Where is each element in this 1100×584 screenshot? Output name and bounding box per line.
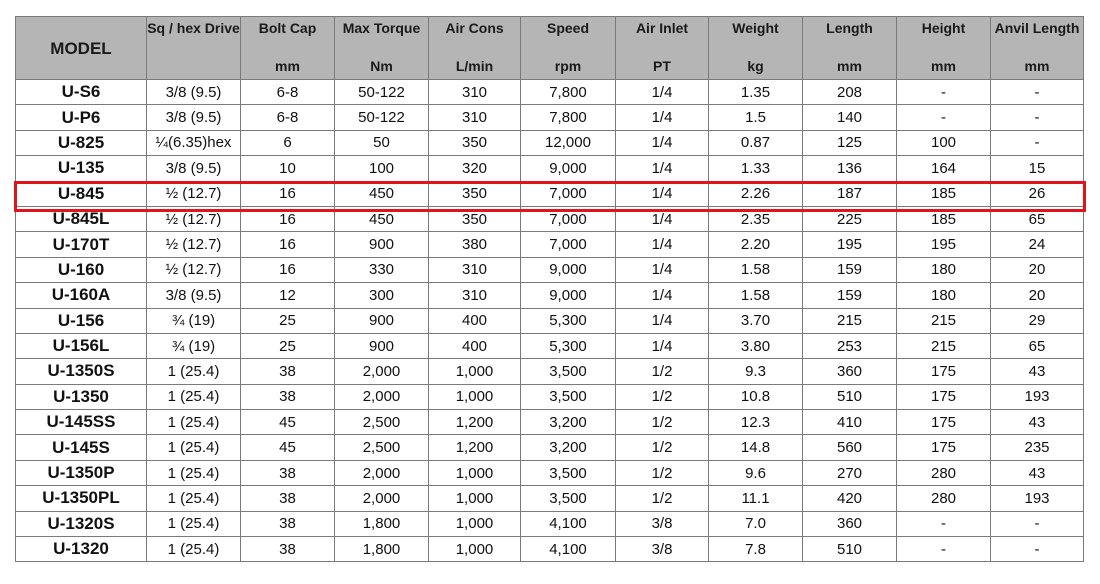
table-cell: 1,000	[429, 460, 521, 485]
model-cell: U-1320S	[16, 511, 147, 536]
table-cell: 2,500	[335, 410, 429, 435]
table-cell: 12	[241, 283, 335, 308]
table-cell: 208	[803, 80, 897, 105]
table-cell: 5,300	[521, 333, 616, 358]
table-cell: 280	[897, 486, 991, 511]
table-cell: 1,800	[335, 537, 429, 562]
model-cell: U-825	[16, 130, 147, 155]
table-cell: 1/2	[616, 435, 709, 460]
header-label: Bolt Cap	[258, 20, 317, 36]
header-unit: Nm	[370, 58, 393, 74]
table-cell: 38	[241, 537, 335, 562]
table-cell: 3/8 (9.5)	[147, 80, 241, 105]
table-cell: 29	[991, 308, 1084, 333]
header-unit: mm	[837, 58, 862, 74]
table-cell: 11.1	[709, 486, 803, 511]
table-row	[16, 333, 1084, 358]
table-cell: 1 (25.4)	[147, 359, 241, 384]
table-cell: 330	[335, 257, 429, 282]
table-cell: 1,000	[429, 511, 521, 536]
table-cell: 43	[991, 359, 1084, 384]
table-cell: 1.58	[709, 257, 803, 282]
table-cell: 310	[429, 80, 521, 105]
table-cell: ½ (12.7)	[147, 257, 241, 282]
table-cell: 16	[241, 206, 335, 231]
table-cell: 1 (25.4)	[147, 460, 241, 485]
table-cell: 16	[241, 257, 335, 282]
table-cell: 3/8 (9.5)	[147, 283, 241, 308]
model-cell: U-156	[16, 308, 147, 333]
table-cell: 400	[429, 308, 521, 333]
table-row	[16, 232, 1084, 257]
table-cell: 1.58	[709, 283, 803, 308]
table-cell: 3/8	[616, 511, 709, 536]
table-cell: ¾ (19)	[147, 308, 241, 333]
table-cell: 195	[803, 232, 897, 257]
table-cell: 2,000	[335, 359, 429, 384]
table-cell: 4,100	[521, 511, 616, 536]
table-cell: 2.20	[709, 232, 803, 257]
table-cell: -	[991, 80, 1084, 105]
table-cell: 1/4	[616, 333, 709, 358]
table-cell: 1,200	[429, 435, 521, 460]
table-cell: 16	[241, 232, 335, 257]
table-cell: 100	[897, 130, 991, 155]
header-label: Speed	[546, 20, 589, 36]
table-cell: 1/4	[616, 156, 709, 181]
table-cell: 43	[991, 410, 1084, 435]
table-cell: 2,000	[335, 384, 429, 409]
table-cell: 185	[897, 206, 991, 231]
table-cell: 26	[991, 181, 1084, 206]
table-row	[16, 105, 1084, 130]
table-cell: 3,500	[521, 359, 616, 384]
table-cell: 1,200	[429, 410, 521, 435]
table-cell: 9.3	[709, 359, 803, 384]
table-cell: 1/2	[616, 486, 709, 511]
table-cell: 195	[897, 232, 991, 257]
column-header	[147, 17, 241, 80]
table-cell: 560	[803, 435, 897, 460]
table-row	[16, 80, 1084, 105]
column-header	[521, 17, 616, 80]
table-cell: 14.8	[709, 435, 803, 460]
table-header	[16, 17, 1084, 80]
table-row	[16, 410, 1084, 435]
model-cell: U-1350P	[16, 460, 147, 485]
table-cell: 7,800	[521, 80, 616, 105]
table-cell: 1.5	[709, 105, 803, 130]
table-cell: 1,000	[429, 486, 521, 511]
table-row	[16, 308, 1084, 333]
column-header-model: MODEL	[16, 17, 147, 80]
table-cell: 3,200	[521, 410, 616, 435]
model-cell: U-845	[16, 181, 147, 206]
table-body	[16, 80, 1084, 562]
header-label: Length	[826, 20, 873, 36]
table-cell: 1/4	[616, 308, 709, 333]
table-cell: 38	[241, 511, 335, 536]
table-cell: 410	[803, 410, 897, 435]
table-cell: 175	[897, 435, 991, 460]
table-cell: 159	[803, 257, 897, 282]
table-cell: 1/4	[616, 283, 709, 308]
table-cell: 7,000	[521, 232, 616, 257]
table-cell: 3.70	[709, 308, 803, 333]
table-cell: 45	[241, 410, 335, 435]
column-header	[897, 17, 991, 80]
table-cell: 1,000	[429, 537, 521, 562]
table-row	[16, 283, 1084, 308]
column-header	[429, 17, 521, 80]
table-cell: 164	[897, 156, 991, 181]
table-cell: 1.33	[709, 156, 803, 181]
table-row	[16, 384, 1084, 409]
table-cell: 9.6	[709, 460, 803, 485]
table-cell: 3/8 (9.5)	[147, 105, 241, 130]
table-cell: ½ (12.7)	[147, 206, 241, 231]
table-cell: 6	[241, 130, 335, 155]
table-cell: 1/2	[616, 460, 709, 485]
model-cell: U-845L	[16, 206, 147, 231]
table-row	[16, 460, 1084, 485]
header-label: Sq / hex Drive	[147, 20, 240, 36]
header-label: Anvil Length	[994, 20, 1080, 36]
table-cell: 420	[803, 486, 897, 511]
table-cell: 1/2	[616, 384, 709, 409]
table-cell: 1/4	[616, 80, 709, 105]
model-cell: U-1350PL	[16, 486, 147, 511]
model-cell: U-1350S	[16, 359, 147, 384]
table-cell: 1 (25.4)	[147, 486, 241, 511]
spec-table	[15, 16, 1084, 562]
table-cell: 2.26	[709, 181, 803, 206]
table-cell: -	[897, 511, 991, 536]
table-cell: 253	[803, 333, 897, 358]
table-cell: 3,500	[521, 384, 616, 409]
table-cell: 6-8	[241, 80, 335, 105]
model-cell: U-160A	[16, 283, 147, 308]
table-cell: 450	[335, 181, 429, 206]
column-header	[616, 17, 709, 80]
table-cell: 25	[241, 333, 335, 358]
table-cell: 320	[429, 156, 521, 181]
table-row-highlighted	[16, 181, 1084, 206]
table-cell: 310	[429, 257, 521, 282]
table-cell: 193	[991, 384, 1084, 409]
table-cell: 350	[429, 130, 521, 155]
table-row	[16, 435, 1084, 460]
table-cell: 2,500	[335, 435, 429, 460]
table-cell: 159	[803, 283, 897, 308]
table-cell: 2,000	[335, 460, 429, 485]
table-row	[16, 359, 1084, 384]
table-cell: -	[991, 511, 1084, 536]
table-cell: 180	[897, 257, 991, 282]
table-cell: 20	[991, 283, 1084, 308]
table-cell: 24	[991, 232, 1084, 257]
table-cell: -	[897, 80, 991, 105]
table-cell: 1/2	[616, 359, 709, 384]
model-cell: U-170T	[16, 232, 147, 257]
table-cell: 38	[241, 460, 335, 485]
table-cell: 350	[429, 206, 521, 231]
table-row	[16, 206, 1084, 231]
table-cell: 187	[803, 181, 897, 206]
table-cell: 1,800	[335, 511, 429, 536]
table-cell: 12.3	[709, 410, 803, 435]
table-cell: 1/4	[616, 232, 709, 257]
table-cell: 65	[991, 333, 1084, 358]
header-unit: mm	[275, 58, 300, 74]
table-cell: 3,500	[521, 486, 616, 511]
table-cell: 6-8	[241, 105, 335, 130]
column-header	[803, 17, 897, 80]
table-row	[16, 537, 1084, 562]
table-cell: 38	[241, 359, 335, 384]
table-cell: 7,000	[521, 206, 616, 231]
table-cell: 1/4	[616, 181, 709, 206]
table-cell: 100	[335, 156, 429, 181]
model-cell: U-160	[16, 257, 147, 282]
header-unit: mm	[1024, 58, 1050, 74]
column-header	[335, 17, 429, 80]
table-cell: 1 (25.4)	[147, 410, 241, 435]
table-cell: 900	[335, 308, 429, 333]
table-cell: 360	[803, 511, 897, 536]
table-cell: 185	[897, 181, 991, 206]
table-cell: 193	[991, 486, 1084, 511]
header-label: Air Cons	[445, 20, 504, 36]
model-cell: U-P6	[16, 105, 147, 130]
table-cell: 215	[897, 308, 991, 333]
table-cell: 1.35	[709, 80, 803, 105]
header-unit: rpm	[554, 58, 582, 74]
table-cell: 900	[335, 333, 429, 358]
table-cell: 215	[897, 333, 991, 358]
table-cell: 3,500	[521, 460, 616, 485]
table-cell: ½ (12.7)	[147, 232, 241, 257]
model-cell: U-S6	[16, 80, 147, 105]
header-label: Height	[921, 20, 966, 36]
header-label: Air Inlet	[635, 20, 689, 36]
table-cell: ¼(6.35)hex	[147, 130, 241, 155]
table-cell: 380	[429, 232, 521, 257]
table-cell: 43	[991, 460, 1084, 485]
table-row	[16, 486, 1084, 511]
table-cell: 50-122	[335, 105, 429, 130]
header-label: Weight	[732, 20, 779, 36]
table-cell: 136	[803, 156, 897, 181]
table-cell: ½ (12.7)	[147, 181, 241, 206]
table-cell: ¾ (19)	[147, 333, 241, 358]
table-cell: 360	[803, 359, 897, 384]
table-row	[16, 511, 1084, 536]
table-cell: 65	[991, 206, 1084, 231]
header-unit: mm	[931, 58, 956, 74]
table-cell: 38	[241, 384, 335, 409]
table-cell: 510	[803, 384, 897, 409]
table-cell: 45	[241, 435, 335, 460]
table-cell: -	[991, 105, 1084, 130]
model-cell: U-156L	[16, 333, 147, 358]
table-cell: 38	[241, 486, 335, 511]
table-cell: 3/8 (9.5)	[147, 156, 241, 181]
table-cell: 900	[335, 232, 429, 257]
table-cell: 25	[241, 308, 335, 333]
table-cell: 450	[335, 206, 429, 231]
table-row	[16, 257, 1084, 282]
table-cell: 225	[803, 206, 897, 231]
table-cell: 350	[429, 181, 521, 206]
column-header	[709, 17, 803, 80]
table-cell: 20	[991, 257, 1084, 282]
table-cell: 7.0	[709, 511, 803, 536]
column-header	[241, 17, 335, 80]
table-cell: 270	[803, 460, 897, 485]
table-cell: 16	[241, 181, 335, 206]
table-cell: 1 (25.4)	[147, 511, 241, 536]
table-cell: 10.8	[709, 384, 803, 409]
header-label: Max Torque	[342, 20, 421, 36]
table-cell: 3,200	[521, 435, 616, 460]
table-cell: 9,000	[521, 283, 616, 308]
header-unit: kg	[747, 58, 764, 74]
table-cell: 1/2	[616, 410, 709, 435]
table-cell: 7,800	[521, 105, 616, 130]
model-cell: U-145S	[16, 435, 147, 460]
table-cell: 0.87	[709, 130, 803, 155]
table-cell: 5,300	[521, 308, 616, 333]
model-cell: U-1350	[16, 384, 147, 409]
table-cell: 10	[241, 156, 335, 181]
table-cell: 125	[803, 130, 897, 155]
table-cell: 1/4	[616, 257, 709, 282]
table-cell: 510	[803, 537, 897, 562]
table-cell: 1/4	[616, 206, 709, 231]
header-unit: PT	[653, 58, 671, 74]
table-cell: 15	[991, 156, 1084, 181]
table-cell: 3.80	[709, 333, 803, 358]
table-cell: 280	[897, 460, 991, 485]
model-cell: U-145SS	[16, 410, 147, 435]
table-cell: 175	[897, 359, 991, 384]
table-cell: -	[897, 537, 991, 562]
table-cell: 140	[803, 105, 897, 130]
table-cell: 175	[897, 410, 991, 435]
table-cell: 1 (25.4)	[147, 435, 241, 460]
model-cell: U-135	[16, 156, 147, 181]
table-cell: 300	[335, 283, 429, 308]
table-cell: 1/4	[616, 105, 709, 130]
table-cell: 1/4	[616, 130, 709, 155]
header-unit: L/min	[455, 58, 494, 74]
table-cell: 235	[991, 435, 1084, 460]
table-cell: 50-122	[335, 80, 429, 105]
table-cell: 1,000	[429, 384, 521, 409]
spec-table-container	[15, 16, 1084, 562]
table-cell: -	[991, 130, 1084, 155]
column-header	[991, 17, 1084, 80]
header-row	[16, 17, 1084, 80]
table-cell: -	[897, 105, 991, 130]
table-cell: 50	[335, 130, 429, 155]
table-cell: -	[991, 537, 1084, 562]
table-cell: 2.35	[709, 206, 803, 231]
model-cell: U-1320	[16, 537, 147, 562]
table-cell: 7.8	[709, 537, 803, 562]
table-row	[16, 156, 1084, 181]
table-cell: 12,000	[521, 130, 616, 155]
table-cell: 7,000	[521, 181, 616, 206]
table-cell: 4,100	[521, 537, 616, 562]
table-cell: 400	[429, 333, 521, 358]
table-cell: 1 (25.4)	[147, 384, 241, 409]
table-cell: 2,000	[335, 486, 429, 511]
table-cell: 9,000	[521, 156, 616, 181]
table-row	[16, 130, 1084, 155]
table-cell: 9,000	[521, 257, 616, 282]
table-cell: 310	[429, 283, 521, 308]
table-cell: 1,000	[429, 359, 521, 384]
table-cell: 1 (25.4)	[147, 537, 241, 562]
table-cell: 175	[897, 384, 991, 409]
table-cell: 310	[429, 105, 521, 130]
table-cell: 180	[897, 283, 991, 308]
table-cell: 3/8	[616, 537, 709, 562]
table-cell: 215	[803, 308, 897, 333]
